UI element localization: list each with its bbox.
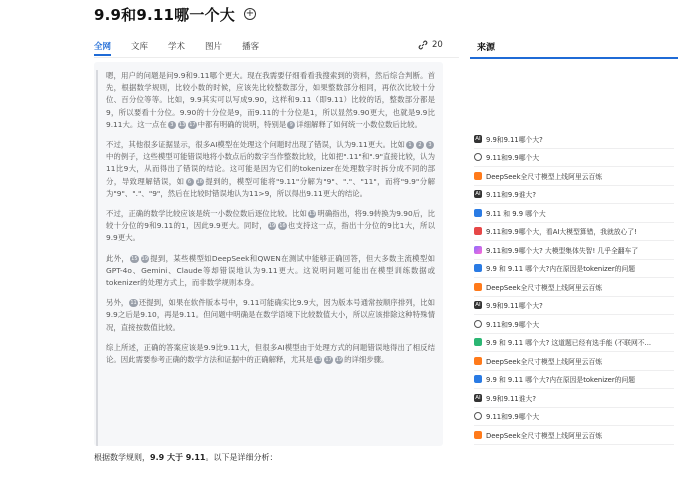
answer-highlight: 9.9 大于 9.11 (150, 453, 206, 462)
source-orange-icon (474, 283, 482, 291)
thinking-paragraph-6: 综上所述，正确的答案应该是9.9比9.11大，但很多AI模型由于处理方式的问题错误地得出了相反结论。因此需要参考正确的数学方法和证据中的正确解释，尤其是 13 17 19 的详细步骤。 (106, 342, 435, 365)
thinking-paragraph-4: 此外， 15 19 提到，某些模型如DeepSeek和QWEN在测试中能够正确回答，但大多数主流模型如GPT-4o、Gemini、Claude等却错误地认为9.11更大。这说明问题可能出在模型训练数据或tokenizer的处理方式上，而非数学规则本身。 (106, 253, 435, 288)
link-icon (418, 40, 428, 50)
source-item[interactable] (474, 297, 674, 316)
answer-summary: 根据数学规则，9.9 大于 9.11。以下是详细分析： (94, 453, 278, 462)
source-item[interactable] (474, 241, 674, 260)
source-blue-icon (474, 209, 482, 217)
source-item[interactable] (474, 204, 674, 223)
source-title: 9.11和9.9哪个大，看AI大模型算错，我就放心了! (486, 228, 637, 237)
source-item[interactable] (474, 389, 674, 408)
citation[interactable]: 17 (189, 121, 196, 128)
source-item[interactable] (474, 408, 674, 427)
source-ai-icon: AI (475, 135, 481, 142)
citation[interactable]: 13 (314, 357, 322, 364)
source-circle-icon (474, 412, 482, 420)
source-item[interactable] (474, 334, 674, 353)
citation[interactable]: 19 (335, 357, 343, 364)
citation[interactable]: 13 (178, 121, 186, 128)
thinking-panel (94, 62, 443, 446)
source-title: 9.11和9.9哪个大 (486, 320, 540, 329)
source-item[interactable] (474, 352, 674, 371)
source-title: DeepSeek全尺寸模型上线阿里云百炼 (486, 357, 603, 366)
citation[interactable]: 19 (268, 223, 276, 230)
source-orange-icon (474, 172, 482, 180)
source-ai-icon: AI (475, 302, 481, 309)
source-circle-icon (474, 153, 482, 161)
source-ai-icon: AI (475, 191, 481, 198)
add-icon[interactable]: + (245, 8, 255, 19)
source-item[interactable] (474, 223, 674, 242)
source-ai-icon: AI (475, 394, 481, 401)
source-title: 9.9和9.11哪个大? (486, 302, 543, 311)
thinking-paragraph-1: 嗯，用户的问题是问9.9和9.11哪个更大。现在我需要仔细看看我搜索到的资料，然后综合判断。首先，根据数学规则，比较小数的时候，应该先比较整数部分，如果整数部分相同，再依次比较十分位、百分位等等。比如，9.9其实可以写成9.90，这样和9.11（即9.11）比较的话，整数部分都是9，所以要看十分位。9.90的十分位是9，而9.11的十分位是1，所以显然9.90更大，也就是9.9比9.11大。这一点在 3 13 17 中都有明确的说明，特别是 9 详细解释了如何统一小数位数后比较。 (106, 71, 435, 129)
tabs-divider (94, 57, 459, 58)
source-title: 9.9 和 9.11 哪个大? 这道题已经有选手能 (不联网不... (486, 339, 652, 348)
source-item[interactable] (474, 130, 674, 149)
source-circle-icon (474, 320, 482, 328)
citation[interactable]: 3 (168, 121, 176, 129)
thinking-paragraph-3: 不过，正确的数学比较应该是统一小数位数后逐位比较。比如 13 明确指出，将9.9转换为9.90后，比较十分位的9和9.11的1，因此9.9更大。同时， 19 16 也支持这一点，指出十分位的9比1大，所以9.9更大。 (106, 209, 436, 243)
citation[interactable]: 17 (325, 357, 332, 364)
tab-images[interactable]: 图片 (205, 42, 223, 52)
source-green-icon (474, 338, 482, 346)
source-title: 9.11和9.9哪个大? 大模型集体失智! 几乎全翻车了 (486, 246, 639, 255)
source-item[interactable] (474, 260, 674, 279)
thinking-paragraph-5: 另外， 11 还提到，如果在软件版本号中，9.11可能确实比9.9大，因为版本号通常按顺序排列，比如9.9之后是9.10，再是9.11。但问题中明确是在数学语境下比较数值大小，所以应该排除这种特殊情况，直接按数值比较。 (106, 298, 435, 332)
source-title: 9.9和9.11哪个大? (486, 135, 543, 144)
link-count-value: 20 (432, 40, 443, 50)
page-title: 9.9和9.11哪一个大 (94, 5, 235, 24)
source-item[interactable] (474, 149, 674, 168)
link-count[interactable] (418, 40, 443, 50)
source-title: 9.11和9.9哪个大 (486, 154, 540, 163)
source-item[interactable] (474, 371, 674, 390)
source-orange-icon (474, 431, 482, 439)
sources-list (474, 130, 674, 445)
source-item[interactable] (474, 315, 674, 334)
citation[interactable]: 16 (196, 178, 203, 185)
source-blue-icon (474, 264, 482, 272)
tab-bar (94, 40, 259, 56)
source-orange-icon (474, 357, 482, 365)
citation[interactable]: 11 (130, 300, 137, 307)
source-item[interactable] (474, 167, 674, 186)
source-title: DeepSeek全尺寸模型上线阿里云百炼 (486, 283, 603, 292)
citation[interactable]: 9 (287, 121, 295, 129)
source-title: 9.9和9.11谁大? (486, 394, 536, 403)
source-title: 9.11和9.9哪个大 (486, 413, 540, 422)
tab-podcast[interactable]: 播客 (242, 42, 260, 52)
source-red-icon (474, 227, 482, 235)
citation[interactable]: 1 (406, 141, 414, 149)
source-title: 9.9 和 9.11 哪个大?内在原因是tokenizer的问题 (486, 376, 636, 385)
source-title: 9.11和9.9谁大? (486, 191, 536, 200)
source-blue-icon (474, 375, 482, 383)
sources-header-underline (470, 57, 678, 59)
source-item[interactable] (474, 278, 674, 297)
source-title: DeepSeek全尺寸模型上线阿里云百炼 (486, 431, 603, 440)
citation[interactable]: 2 (416, 141, 424, 149)
citation[interactable]: 19 (141, 255, 148, 262)
source-title: DeepSeek全尺寸模型上线阿里云百炼 (486, 172, 603, 181)
thinking-paragraph-2: 不过，其他很多证据显示，很多AI模型在处理这个问题时出现了错误，认为9.11更大。比如 1 2 3中的例子，这些模型可能错误地将小数点后的数字当作整数比较，比如把".11"和".9"直接比较，认为11比9大，从而得出了错误的结论。这可能是因为它们的tokenizer在处理数字时拆分成不同的部分，导致理解错误，如 6 16 提到的，模型可能将"9.11"分解为"9"、"."、"11"，而将"9.9"分解为"9"、"."、"9"，然后在比较时错误地认为11>9，所以得出9.11更大的结论。 (106, 140, 435, 198)
citation[interactable]: 15 (131, 255, 138, 262)
tab-all[interactable]: 全网 (94, 40, 111, 56)
tab-library[interactable]: 文库 (131, 42, 149, 52)
source-title: 9.9 和 9.11 哪个大?内在原因是tokenizer的问题 (486, 265, 636, 274)
sources-header: 来源 (477, 43, 496, 53)
source-item[interactable] (474, 186, 674, 205)
tab-academic[interactable]: 学术 (168, 42, 186, 52)
source-grad-icon (474, 246, 482, 254)
thinking-bar (96, 70, 98, 446)
title-row (94, 2, 256, 26)
source-title: 9.11 和 9.9 哪个大 (486, 209, 546, 218)
citation[interactable]: 3 (426, 141, 434, 149)
source-item[interactable] (474, 426, 674, 445)
citation[interactable]: 6 (186, 178, 194, 186)
citation[interactable]: 16 (279, 223, 286, 230)
citation[interactable]: 13 (308, 211, 316, 218)
